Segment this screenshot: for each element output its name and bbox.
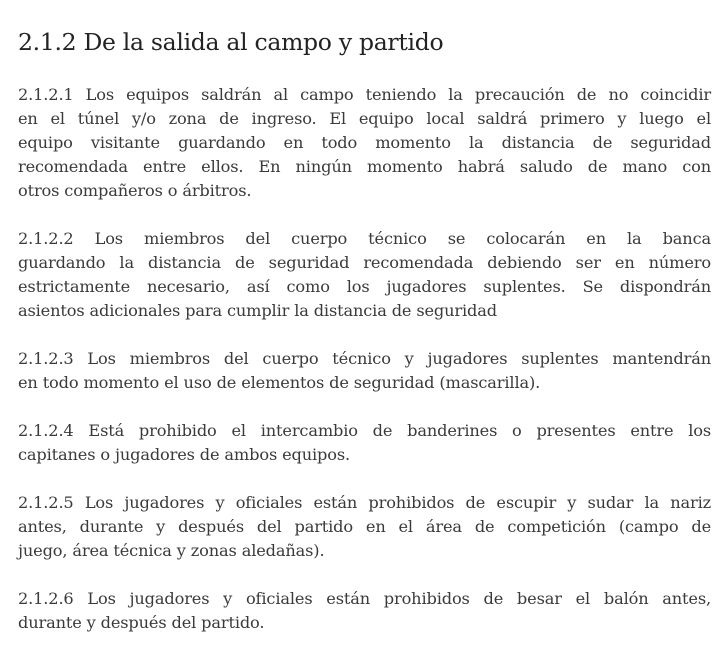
paragraph-line: 2.1.2.6 Los jugadores y oficiales están prohibidos de besar el balón antes, <box>18 589 711 608</box>
paragraph-line: en el túnel y/o zona de ingreso. El equipo local saldrá primero y luego el <box>18 109 711 128</box>
paragraph-line: capitanes o jugadores de ambos equipos. <box>18 445 351 464</box>
paragraph-2-1-2-4 <box>18 419 711 467</box>
paragraph-line: otros compañeros o árbitros. <box>18 181 252 200</box>
paragraph-line: 2.1.2.3 Los miembros del cuerpo técnico y jugadores suplentes mantendrán <box>18 349 711 368</box>
paragraph-line: equipo visitante guardando en todo momento la distancia de seguridad <box>18 133 711 152</box>
paragraph-line: antes, durante y después del partido en el área de competición (campo de <box>18 517 711 536</box>
paragraph-line: 2.1.2.1 Los equipos saldrán al campo teniendo la precaución de no coincidir <box>18 85 711 104</box>
paragraph-2-1-2-2 <box>18 227 711 323</box>
paragraph-line: asientos adicionales para cumplir la distancia de seguridad <box>18 301 497 320</box>
paragraph-line: 2.1.2.4 Está prohibido el intercambio de banderines o presentes entre los <box>18 421 711 440</box>
paragraph-2-1-2-5 <box>18 491 711 563</box>
paragraph-line: guardando la distancia de seguridad recomendada debiendo ser en número <box>18 253 711 272</box>
paragraph-line: 2.1.2.2 Los miembros del cuerpo técnico se colocarán en la banca <box>18 229 711 248</box>
paragraph-line: estrictamente necesario, así como los jugadores suplentes. Se dispondrán <box>18 277 711 296</box>
section-heading: 2.1.2 De la salida al campo y partido <box>18 28 444 56</box>
paragraph-line: 2.1.2.5 Los jugadores y oficiales están prohibidos de escupir y sudar la nariz <box>18 493 711 512</box>
paragraph-line: juego, área técnica y zonas aledañas). <box>18 541 325 560</box>
paragraph-2-1-2-1 <box>18 83 711 203</box>
paragraph-2-1-2-3 <box>18 347 711 395</box>
paragraph-line: en todo momento el uso de elementos de seguridad (mascarilla). <box>18 373 541 392</box>
paragraph-line: durante y después del partido. <box>18 613 265 632</box>
document-page <box>18 24 711 635</box>
paragraph-2-1-2-6 <box>18 587 711 635</box>
paragraph-line: recomendada entre ellos. En ningún momento habrá saludo de mano con <box>18 157 711 176</box>
